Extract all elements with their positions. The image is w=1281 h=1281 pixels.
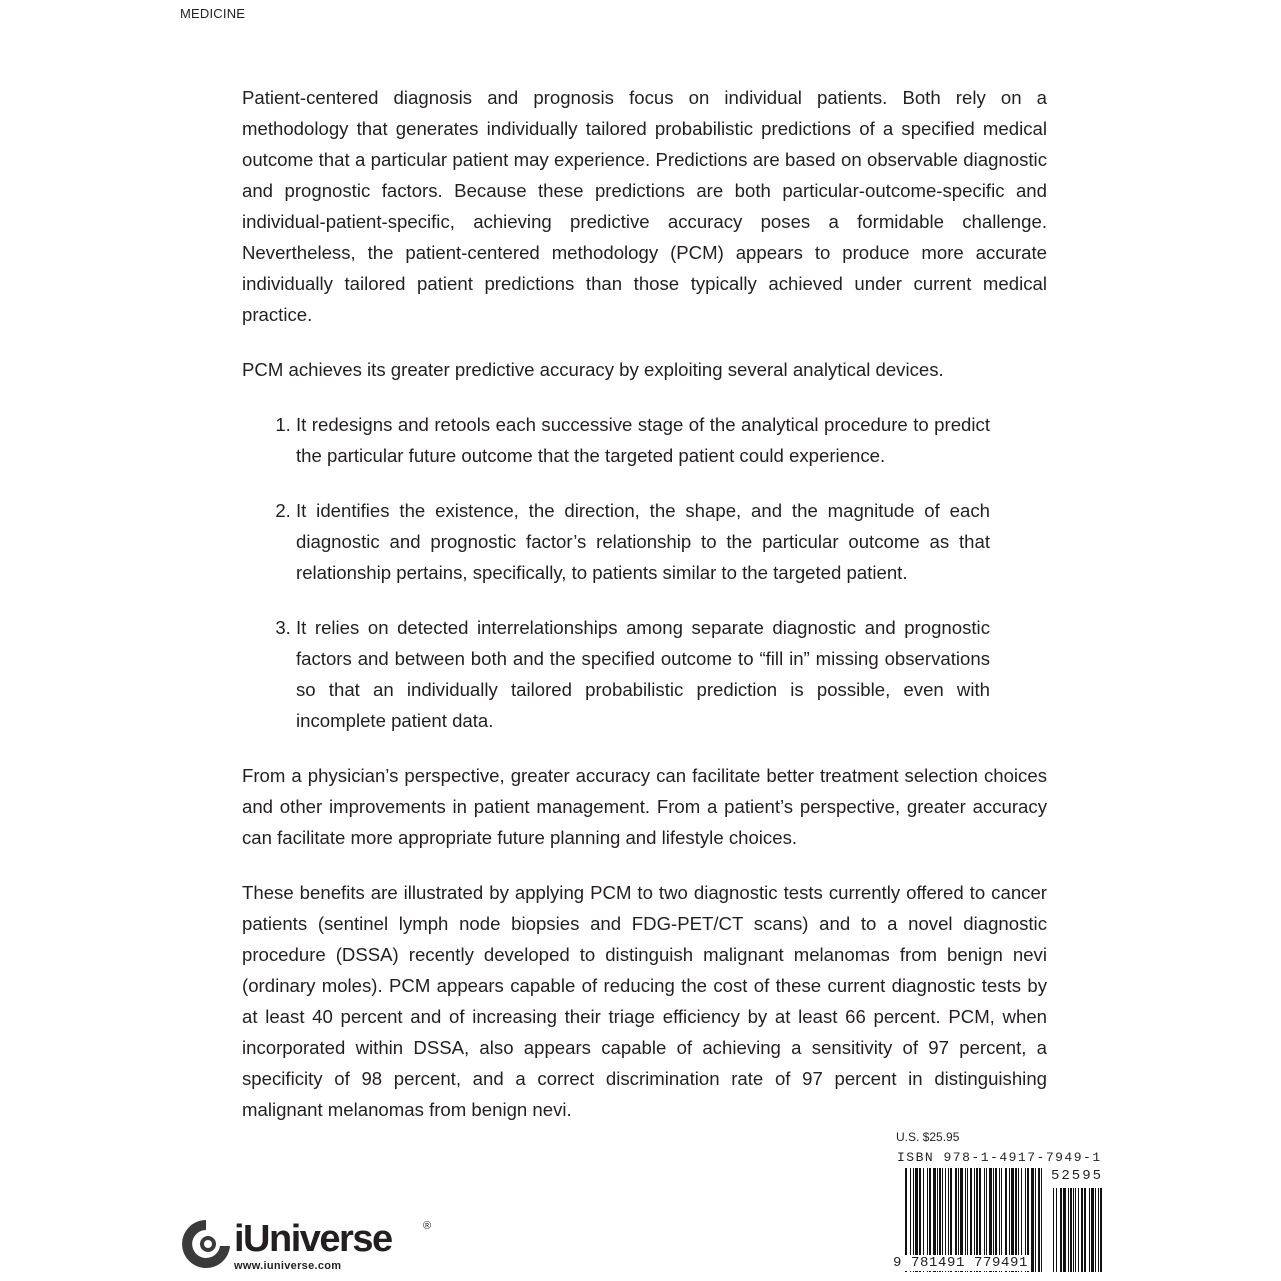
price-barcode-bar — [1084, 1188, 1086, 1272]
isbn-barcode — [893, 1148, 1105, 1274]
publisher-logo — [178, 1214, 438, 1278]
iuniverse-swirl-icon — [178, 1216, 234, 1272]
devices-list — [242, 409, 990, 736]
price-barcode-bar — [1060, 1188, 1062, 1272]
price-barcode-bar — [1098, 1188, 1099, 1272]
price-barcode-bar — [1073, 1188, 1074, 1272]
perspective-paragraph: From a physician’s perspective, greater accuracy can facilitate better treatment selection choices and other improvements in patient management. From a patient’s perspective, greater accuracy can facilitate more appropriate future planning and lifestyle choices. — [242, 765, 1047, 848]
barcode-bar — [1035, 1168, 1036, 1272]
list-item: 3. It relies on detected interrelationships among separate diagnostic and prognostic factors and between both and the specified outcome to “fill in” missing observations so that an individually tailored probabilistic prediction is possible, even with incomplete patient data. — [296, 612, 990, 736]
price-barcode-bar — [1091, 1188, 1094, 1272]
benefits-paragraph: These benefits are illustrated by applying PCM to two diagnostic tests currently offered to cancer patients (sentinel lymph node biopsies and FDG-PET/CT scans) and to a novel diagnostic procedure (DSSA) recently developed to distinguish malignant melanomas from benign nevi (ordinary moles). PCM appears capable of reducing the cost of these current diagnostic tests by at least 40 percent and of increasing their triage efficiency by at least 66 percent. PCM, when incorporated within DSSA, also appears capable of achieving a sensitivity of 97 percent, a specificity of 98 percent, and a correct discrimination rate of 97 percent in distinguishing malignant melanomas from benign nevi. — [242, 882, 1047, 1120]
price-barcode-bar — [1100, 1188, 1102, 1272]
price-barcode-bar — [1068, 1188, 1069, 1272]
devices-paragraph: PCM achieves its greater predictive accuracy by exploiting several analytical devices. — [242, 359, 944, 380]
list-item: 1. It redesigns and retools each successive stage of the analytical procedure to predict the particular future outcome that the targeted patient could experience. — [296, 409, 990, 471]
price-barcode-bar — [1056, 1188, 1057, 1272]
ean-digits: 9 781491 779491 — [893, 1255, 1029, 1271]
back-cover-text — [242, 82, 1047, 1149]
price-barcode-bar — [1063, 1188, 1066, 1272]
price-code: 52595 — [1050, 1168, 1103, 1184]
publisher-url: www.iuniverse.com — [234, 1260, 342, 1272]
price-barcode-bar — [1053, 1188, 1054, 1272]
price-barcode-bar — [1089, 1188, 1090, 1272]
barcode-bar — [1038, 1168, 1040, 1272]
list-item: 2. It identifies the existence, the direction, the shape, and the magnitude of each diagnostic and prognostic factor’s relationship to the particular outcome as that relationship pertains, specifically, to patients similar to the targeted patient. — [296, 495, 990, 588]
price-barcode-bar — [1095, 1188, 1096, 1272]
registered-mark: ® — [423, 1220, 432, 1232]
price-barcode-bar — [1075, 1188, 1076, 1272]
price-label: U.S. $25.95 — [896, 1130, 960, 1144]
isbn-text: ISBN 978-1-4917-7949-1 — [897, 1150, 1102, 1165]
price-barcode-bar — [1078, 1188, 1079, 1272]
publisher-name: iUniverse — [234, 1218, 392, 1260]
price-barcode-bar — [1081, 1188, 1083, 1272]
category-label: MEDICINE — [180, 6, 246, 21]
price-barcode-bar — [1070, 1188, 1072, 1272]
barcode-bar — [1031, 1168, 1034, 1272]
intro-paragraph: Patient-centered diagnosis and prognosis focus on individual patients. Both rely on a methodology that generates individually tailored probabilistic predictions of a specified medical outcome that a particular patient may experience. Predictions are based on observable diagnostic and prognostic factors. Because these predictions are both particular-outcome-specific and individual-patient-specific, achieving predictive accuracy poses a formidable challenge. Nevertheless, the patient-centered methodology (PCM) appears to produce more accurate individually tailored patient predictions than those typically achieved under current medical practice. — [242, 87, 1047, 325]
barcode-bar — [1041, 1168, 1042, 1272]
